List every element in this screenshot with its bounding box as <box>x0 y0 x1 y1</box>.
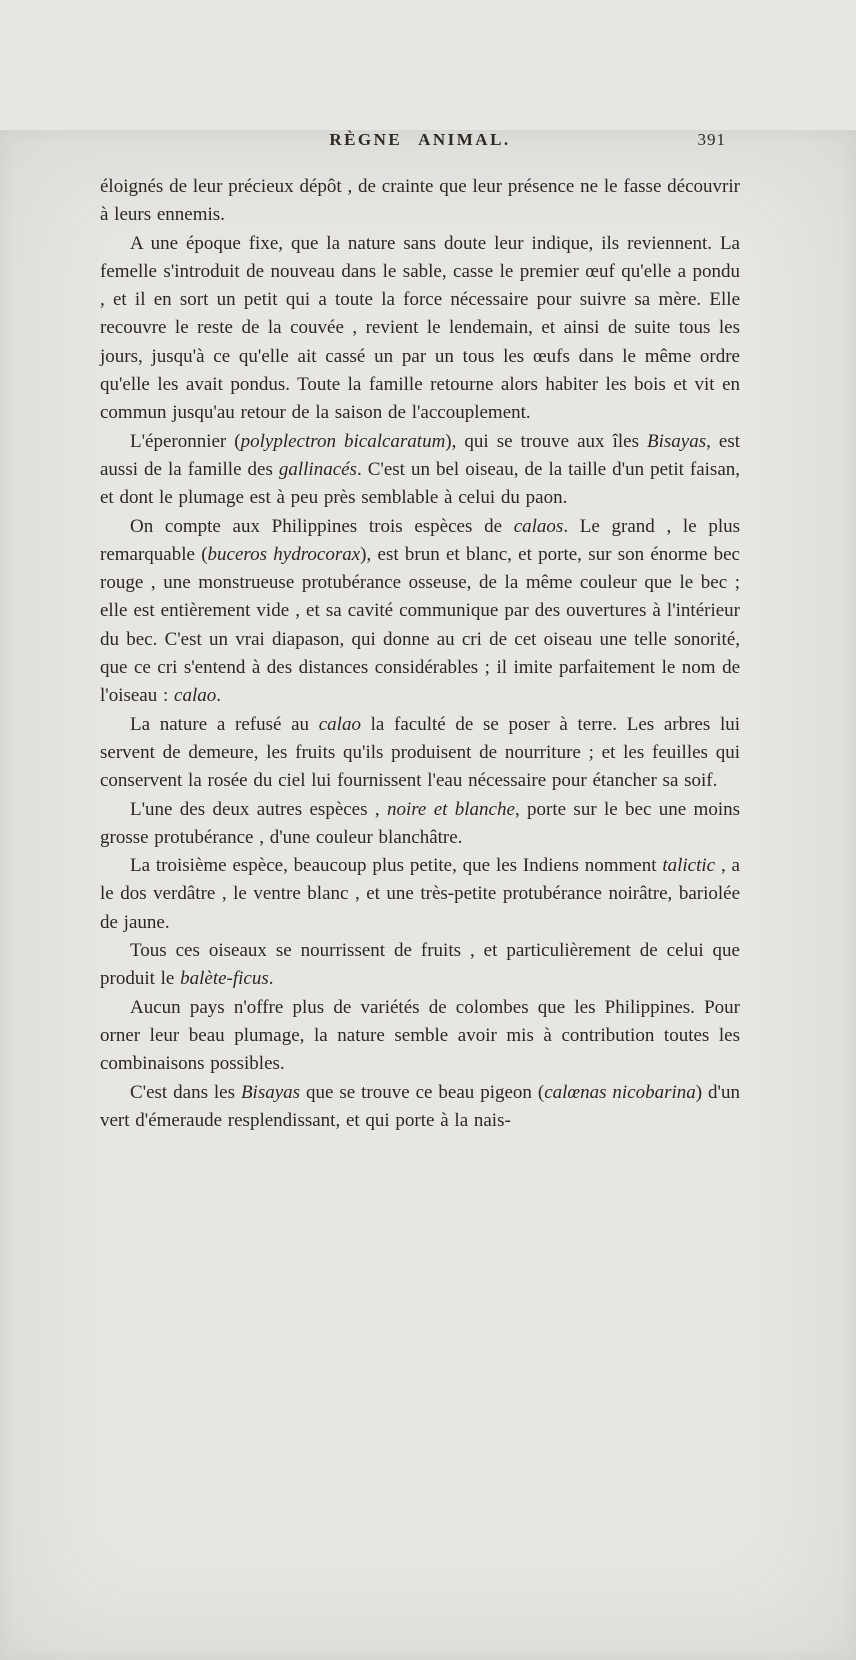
text-segment: que se trouve ce beau pigeon ( <box>300 1081 545 1103</box>
text-segment: , porte sur le bec une moins grosse protubérance , d'une couleur blanchâtre. <box>100 798 741 848</box>
page-body-text <box>100 173 740 1135</box>
italic-text-segment: Bisayas <box>647 430 707 452</box>
text-segment: On compte aux Philippines trois espèces de <box>130 515 514 537</box>
paragraph <box>100 230 740 428</box>
text-segment: L'éperonnier ( <box>130 430 241 452</box>
italic-text-segment: Bisayas <box>240 1081 301 1103</box>
text-segment: C'est dans les <box>130 1081 241 1103</box>
text-segment: ), est brun et blanc, et porte, sur son énorme bec rouge , une monstrueuse protubérance osseuse, de la même couleur que le bec ; elle est entièrement vide , et sa cavité communique par des ouvertures à l'intérieur du bec. C'est un vrai diapason, qui donne au cri de cet oiseau une telle sonorité, que ce cri s'entend à des distances considérables ; il imite parfaitement le nom de l'oiseau : <box>100 543 740 707</box>
page-header <box>100 130 740 158</box>
paragraph <box>100 428 740 513</box>
text-segment: A une époque fixe, que la nature sans doute leur indique, ils reviennent. La femelle s'introduit de nouveau dans le sable, casse le premier œuf qu'elle a pondu , et il en sort un petit qui a toute la force nécessaire pour suivre sa mère. Elle recouvre le reste de la couvée , revient le lendemain, et ainsi de suite tous les jours, jusqu'à ce qu'elle ait cassé un par un tous les œufs dans le même ordre qu'elle les avait pondus. Toute la famille retourne alors habiter les bois et vit en commun jusqu'au retour de la saison de l'accouplement. <box>100 232 740 424</box>
text-segment: . Le grand , le plus remarquable ( <box>100 515 741 565</box>
text-segment: ), qui se trouve aux îles <box>445 430 647 452</box>
italic-text-segment: gallinacés <box>278 458 357 480</box>
paragraph <box>100 937 740 994</box>
italic-text-segment: balète-ficus <box>180 968 269 990</box>
text-segment: Aucun pays n'offre plus de variétés de colombes que les Philippines. Pour orner leur beau plumage, la nature semble avoir mis à contribution toutes les combinaisons possibles. <box>100 996 740 1075</box>
text-segment: , est aussi de la famille des <box>100 430 740 480</box>
italic-text-segment: buceros hydrocorax <box>207 543 361 565</box>
running-title: RÈGNE ANIMAL. <box>329 130 511 149</box>
text-segment: ) d'un vert d'émeraude resplendissant, et qui porte à la nais- <box>100 1081 740 1131</box>
book-page <box>0 130 856 1135</box>
italic-text-segment: calao <box>318 713 361 735</box>
text-segment: La nature a refusé au <box>130 713 319 735</box>
paragraph <box>100 1079 740 1136</box>
text-segment: . C'est un bel oiseau, de la taille d'un petit faisan, et dont le plumage est à peu près semblable à celui du paon. <box>100 458 741 509</box>
text-segment: La troisième espèce, beaucoup plus petite, que les Indiens nomment <box>130 855 663 877</box>
italic-text-segment: noire et blanche <box>386 798 515 820</box>
italic-text-segment: calaos <box>513 515 564 537</box>
paragraph <box>100 711 740 796</box>
italic-text-segment: polyplectron bicalcaratum <box>240 430 446 452</box>
paragraph <box>100 994 740 1079</box>
text-segment: , a le dos verdâtre , le ventre blanc , et une très-petite protubérance noirâtre, bariolée de jaune. <box>100 855 740 933</box>
italic-text-segment: calœnas nicobarina <box>544 1081 696 1103</box>
paragraph <box>100 796 740 853</box>
text-segment: L'une des deux autres espèces , <box>130 798 387 820</box>
paragraph <box>100 852 740 937</box>
text-segment: la faculté de se poser à terre. Les arbres lui servent de demeure, les fruits qu'ils produisent de nourriture ; et les feuilles qui conservent la rosée du ciel lui fournissent l'eau nécessaire pour étancher sa soif. <box>100 713 741 792</box>
text-segment: Tous ces oiseaux se nourrissent de fruits , et particulièrement de celui que produit le <box>100 940 740 990</box>
text-segment: . <box>268 968 274 990</box>
text-segment: . <box>216 685 221 707</box>
text-segment: éloignés de leur précieux dépôt , de crainte que leur présence ne le fasse découvrir à leurs ennemis. <box>100 176 740 226</box>
italic-text-segment: calao <box>174 685 217 707</box>
paragraph <box>100 173 740 230</box>
page-number: 391 <box>697 130 726 149</box>
paragraph <box>100 513 740 711</box>
italic-text-segment: talictic <box>662 855 716 877</box>
